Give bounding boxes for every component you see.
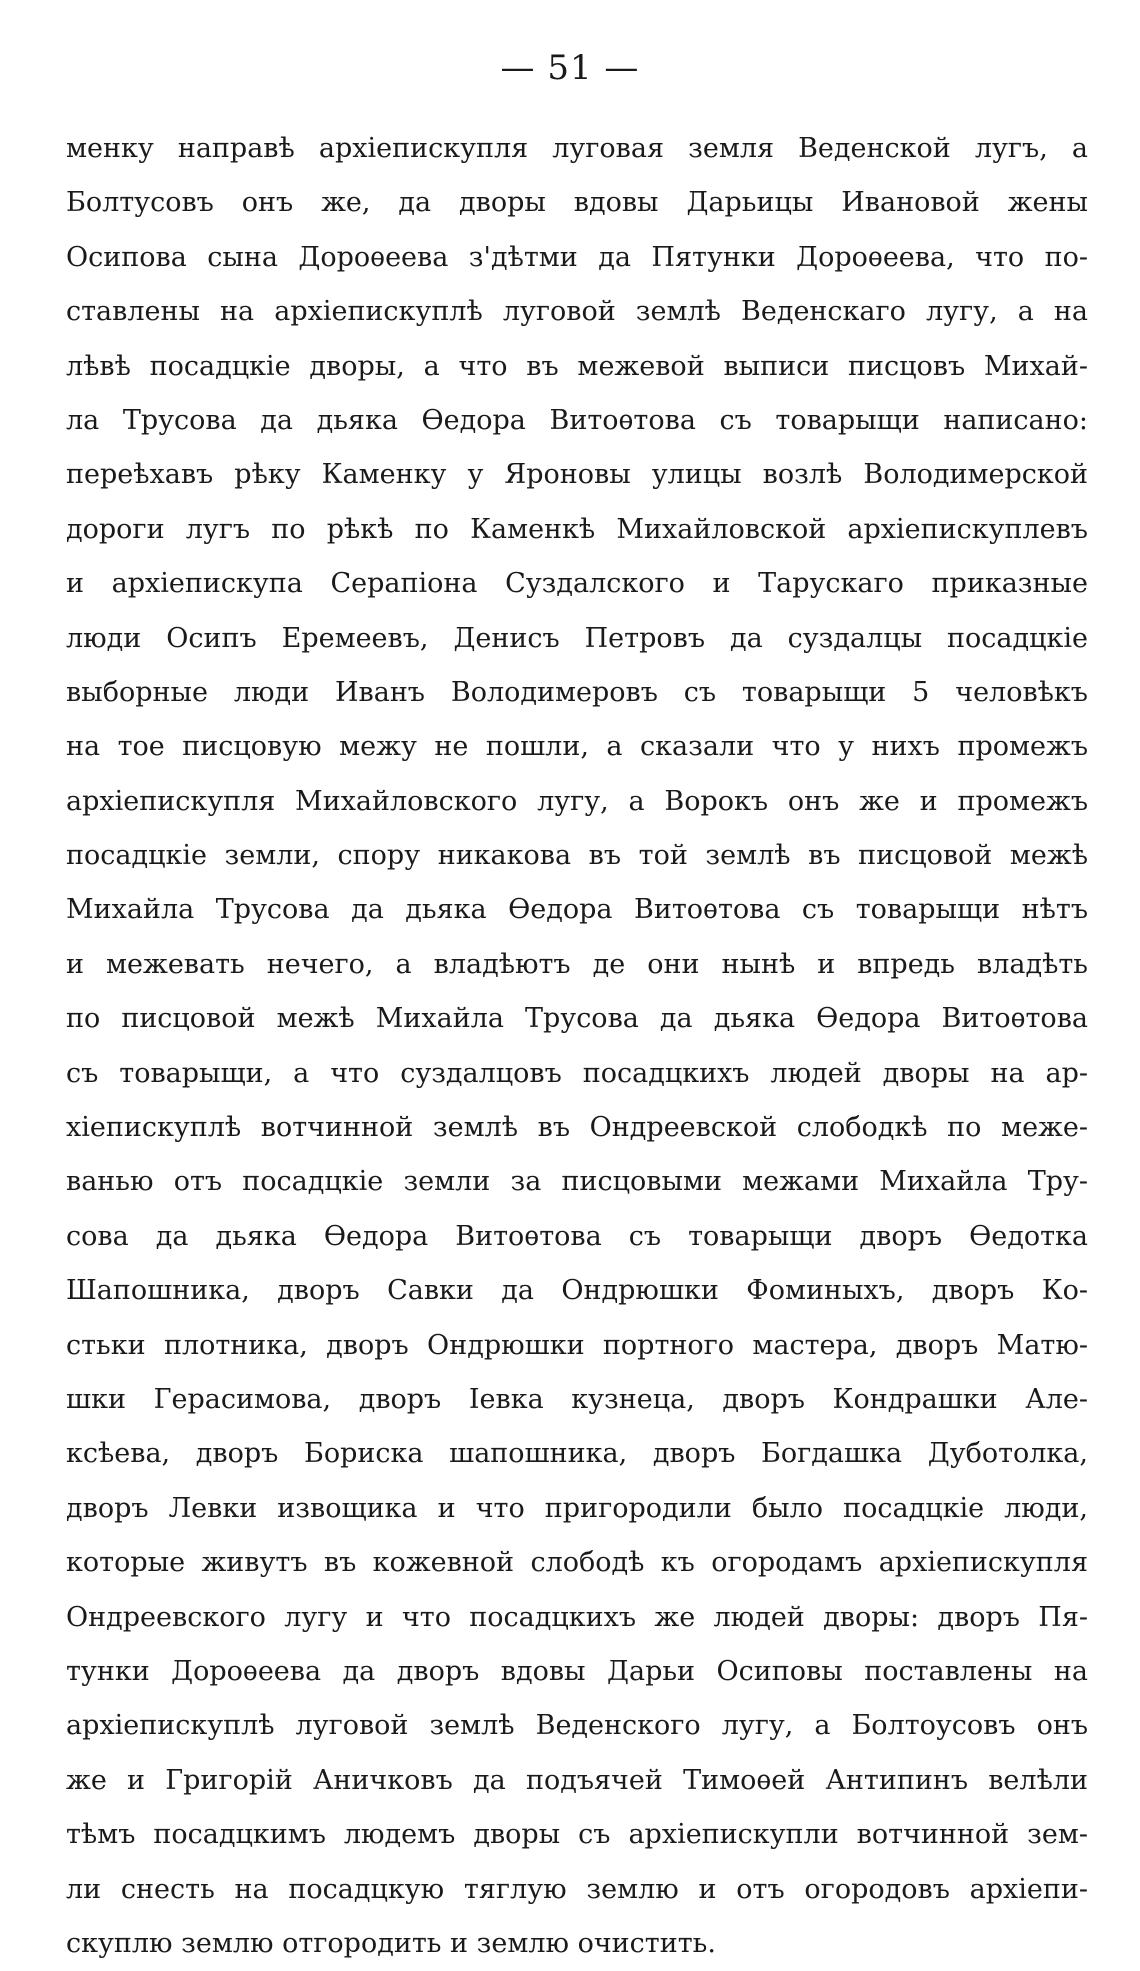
text-line: ванью отъ посадцкіе земли за писцовыми межами Михайла Тру- xyxy=(66,1166,1088,1198)
text-line: по писцовой межѣ Михайла Трусова да дьяка Ѳедора Витоѳтова xyxy=(66,1003,1088,1035)
text-line: ли снесть на посадцкую тяглую землю и отъ огородовъ архіепи- xyxy=(66,1873,1088,1905)
text-line: хіепискуплѣ вотчинной землѣ въ Ондреевской слободкѣ по меже- xyxy=(66,1112,1088,1144)
text-line: стьки плотника, дворъ Ондрюшки портного мастера, дворъ Матю- xyxy=(66,1329,1088,1361)
text-line: скуплю землю отгородить и землю очистить. xyxy=(66,1927,716,1959)
text-line: ксѣева, дворъ Бориска шапошника, дворъ Богдашка Дуботолка, xyxy=(66,1438,1088,1470)
text-line: Болтусовъ онъ же, да дворы вдовы Дарьицы Ивановой жены xyxy=(66,187,1088,219)
text-line: тунки Дороѳеева да дворъ вдовы Дарьи Осиповы поставлены на xyxy=(66,1655,1088,1687)
text-line: лѣвѣ посадцкіе дворы, а что въ межевой выписи писцовъ Михай- xyxy=(66,350,1088,382)
text-line: люди Осипъ Еремеевъ, Денисъ Петровъ да суздалцы посадцкіе xyxy=(66,622,1088,654)
text-line: на тое писцовую межу не пошли, а сказали что у нихъ промежъ xyxy=(66,731,1088,763)
text-line: Шапошника, дворъ Савки да Ондрюшки Фоминыхъ, дворъ Ко- xyxy=(66,1275,1088,1307)
text-line: тѣмъ посадцкимъ людемъ дворы съ архіепискупли вотчинной зем- xyxy=(66,1819,1088,1851)
text-line: выборные люди Иванъ Володимеровъ съ товарыщи 5 человѣкъ xyxy=(66,676,1088,708)
text-line: же и Григорій Аничковъ да подъячей Тимоѳей Антипинъ велѣли xyxy=(66,1764,1088,1796)
text-line: шки Герасимова, дворъ Іевка кузнеца, дворъ Кондрашки Але- xyxy=(66,1383,1088,1415)
text-line: ла Трусова да дьяка Ѳедора Витоѳтова съ товарыщи написано: xyxy=(66,404,1088,436)
text-line: которые живутъ въ кожевной слободѣ къ огородамъ архіепискупля xyxy=(66,1547,1088,1579)
text-line: менку направѣ архіепискупля луговая земля Веденской лугъ, а xyxy=(66,133,1088,164)
text-line: переѣхавъ рѣку Каменку у Яроновы улицы возлѣ Володимерской xyxy=(66,459,1088,491)
text-line: дворъ Левки извощика и что пригородили было посадцкіе люди, xyxy=(66,1492,1088,1524)
page-number: — 51 — xyxy=(500,48,640,88)
text-line: дороги лугъ по рѣкѣ по Каменкѣ Михайловской архіепискуплевъ xyxy=(66,513,1088,545)
text-line: посадцкіе земли, спору никакова въ той землѣ въ писцовой межѣ xyxy=(66,840,1088,872)
text-line: ставлены на архіепискуплѣ луговой землѣ Веденскаго лугу, а на xyxy=(66,296,1088,328)
text-line: архіепискуплѣ луговой землѣ Веденского лугу, а Болтоусовъ онъ xyxy=(66,1710,1088,1742)
text-line: архіепискупля Михайловского лугу, а Ворокъ онъ же и промежъ xyxy=(66,785,1088,817)
text-line: и межевать нечего, а владѣютъ де они нынѣ и впредь владѣть xyxy=(66,948,1088,980)
text-line: Михайла Трусова да дьяка Ѳедора Витоѳтова съ товарыщи нѣтъ xyxy=(66,894,1088,926)
text-line: Осипова сына Дороѳеева з'дѣтми да Пятунки Дороѳеева, что по- xyxy=(66,241,1088,273)
body-text xyxy=(66,122,1088,1971)
text-line: Ондреевского лугу и что посадцкихъ же людей дворы: дворъ Пя- xyxy=(66,1601,1088,1633)
text-line: съ товарыщи, а что суздалцовъ посадцкихъ людей дворы на ар- xyxy=(66,1057,1088,1089)
text-line: сова да дьяка Ѳедора Витоѳтова съ товарыщи дворъ Ѳедотка xyxy=(66,1220,1088,1252)
text-line: и архіепискупа Серапіона Суздалского и Тарускаго приказные xyxy=(66,568,1088,600)
